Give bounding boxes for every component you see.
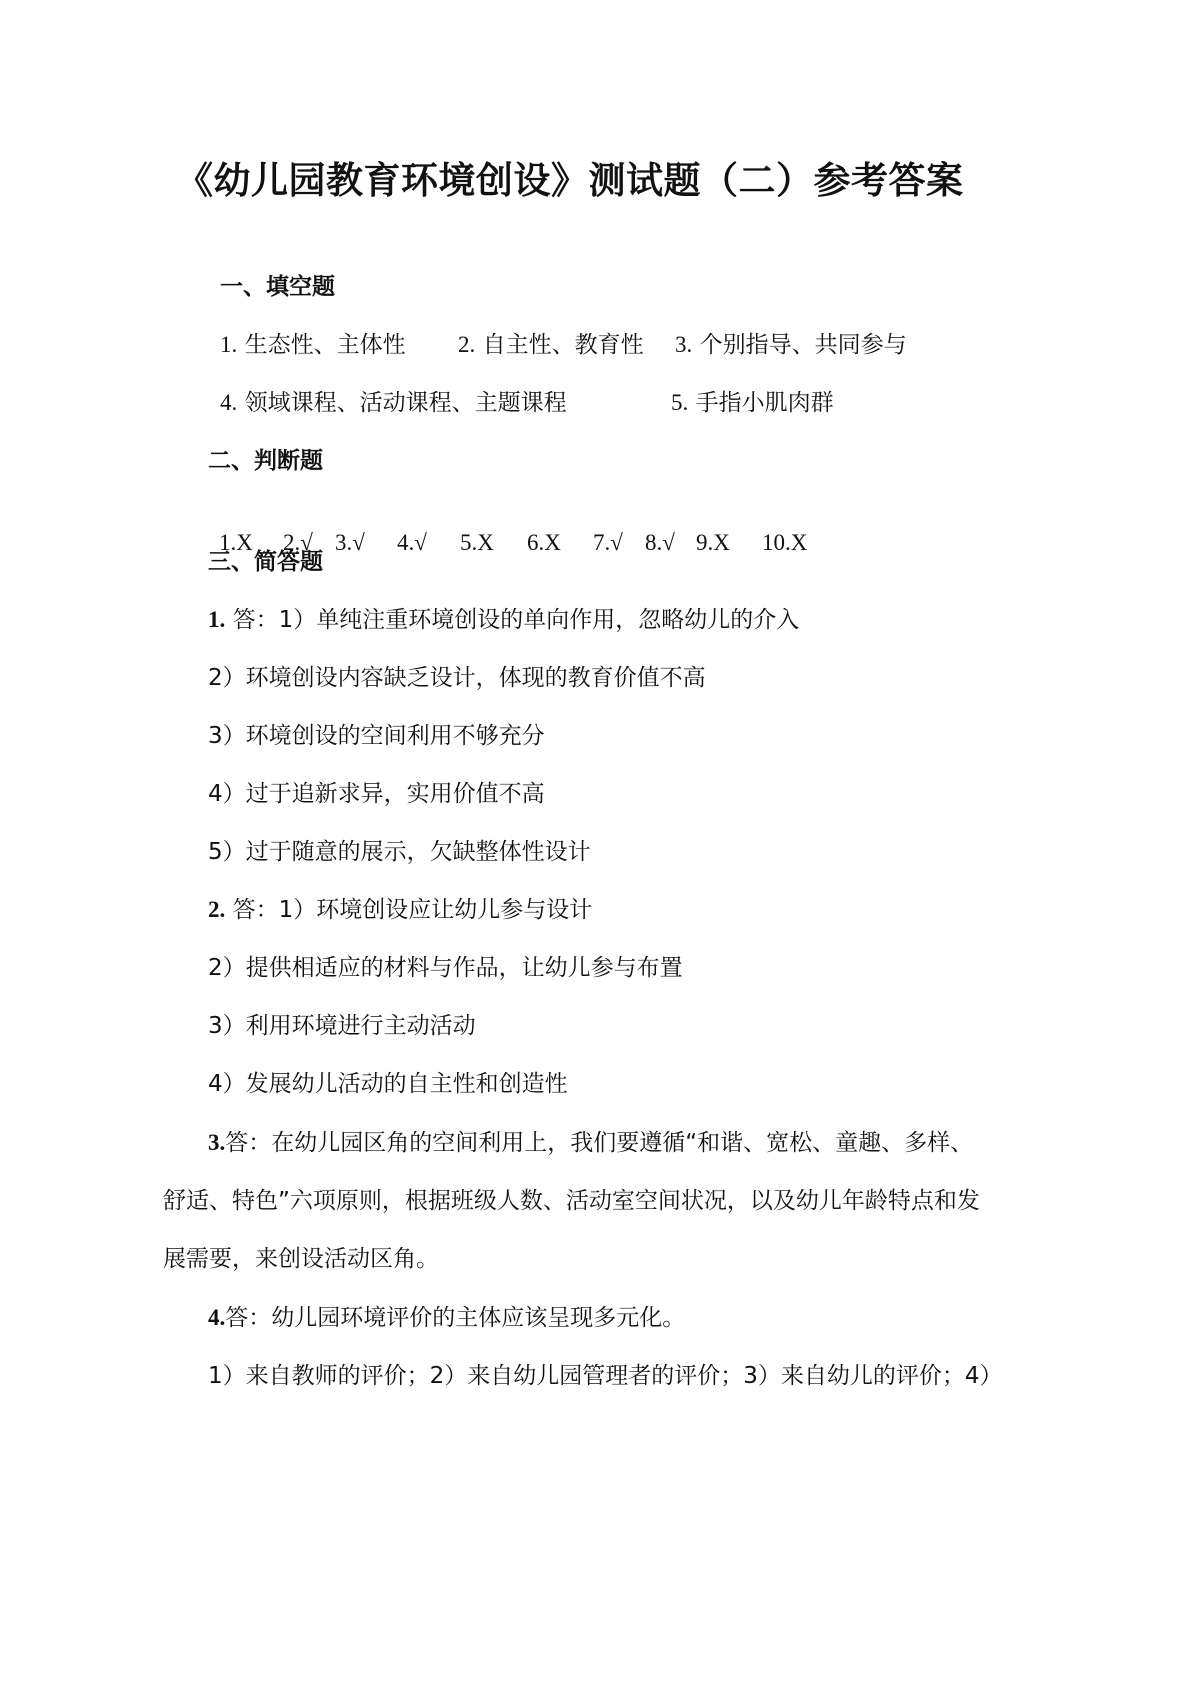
answer-number: 1.: [220, 332, 238, 357]
answer-text: 生态性、主体性: [244, 332, 406, 358]
answer-line: 1）来自教师的评价；2）来自幼儿园管理者的评价；3）来自幼儿的评价；4）: [208, 1363, 1003, 1389]
answer-text: 个别指导、共同参与: [699, 332, 907, 358]
question-number: 2.: [208, 897, 226, 922]
question-number: 1.: [208, 607, 226, 632]
section-heading-short-answer: 三、简答题: [208, 549, 323, 575]
answer-line: 3）利用环境进行主动活动: [208, 1013, 476, 1039]
answer-text: 自主性、教育性: [482, 332, 644, 358]
answer-line: 3）环境创设的空间利用不够充分: [208, 723, 545, 749]
answer-number: 3.: [675, 332, 693, 357]
true-false-answer: 3.√: [335, 530, 365, 555]
answer-line: 5）过于随意的展示，欠缺整体性设计: [208, 839, 591, 865]
fill-in-answer-5: [671, 384, 834, 417]
true-false-answer: 9.X: [696, 530, 730, 555]
answer-text: 手指小肌肉群: [695, 390, 834, 416]
short-answer-2: [208, 891, 592, 924]
fill-in-answer-1: [220, 326, 406, 359]
question-number: 4.: [208, 1305, 226, 1330]
answer-line: 展需要，来创设活动区角。: [163, 1246, 439, 1272]
answer-line: 2）环境创设内容缺乏设计，体现的教育价值不高: [208, 665, 706, 691]
fill-in-answer-3: [675, 326, 907, 359]
answer-line: 答：1）环境创设应让幼儿参与设计: [232, 897, 593, 923]
answer-line: 4）发展幼儿活动的自主性和创造性: [208, 1071, 568, 1097]
true-false-answer: 8.√: [645, 530, 675, 555]
fill-in-answer-2: [458, 326, 644, 359]
answer-line: 舒适、特色”六项原则，根据班级人数、活动室空间状况，以及幼儿年龄特点和发: [163, 1188, 980, 1214]
short-answer-3: [208, 1124, 973, 1157]
short-answer-1: [208, 601, 799, 634]
answer-line: 答：在幼儿园区角的空间利用上，我们要遵循“和谐、宽松、童趣、多样、: [225, 1130, 974, 1156]
true-false-answer: 5.X: [460, 530, 494, 555]
true-false-answer: 2.√: [283, 530, 313, 555]
true-false-answer: 10.X: [762, 530, 808, 555]
fill-in-answer-4: [220, 384, 567, 417]
true-false-answer: 1.X: [219, 530, 253, 555]
short-answer-4: [208, 1299, 685, 1332]
answer-number: 2.: [458, 332, 476, 357]
question-number: 3.: [208, 1130, 226, 1155]
answer-number: 4.: [220, 390, 238, 415]
section-heading-fill-in: 一、填空题: [220, 274, 335, 300]
true-false-answer: 4.√: [397, 530, 427, 555]
answer-line: 2）提供相适应的材料与作品，让幼儿参与布置: [208, 955, 683, 981]
true-false-answer: 7.√: [593, 530, 623, 555]
answer-line: 答：1）单纯注重环境创设的单向作用，忽略幼儿的介入: [232, 607, 800, 633]
answer-text: 领域课程、活动课程、主题课程: [244, 390, 567, 416]
section-heading-true-false: 二、判断题: [208, 448, 323, 474]
true-false-answer: 6.X: [527, 530, 561, 555]
document-title: 《幼儿园教育环境创设》测试题（二）参考答案: [176, 159, 964, 202]
answer-line: 4）过于追新求异，实用价值不高: [208, 781, 545, 807]
answer-line: 答：幼儿园环境评价的主体应该呈现多元化。: [225, 1305, 686, 1331]
answer-number: 5.: [671, 390, 689, 415]
